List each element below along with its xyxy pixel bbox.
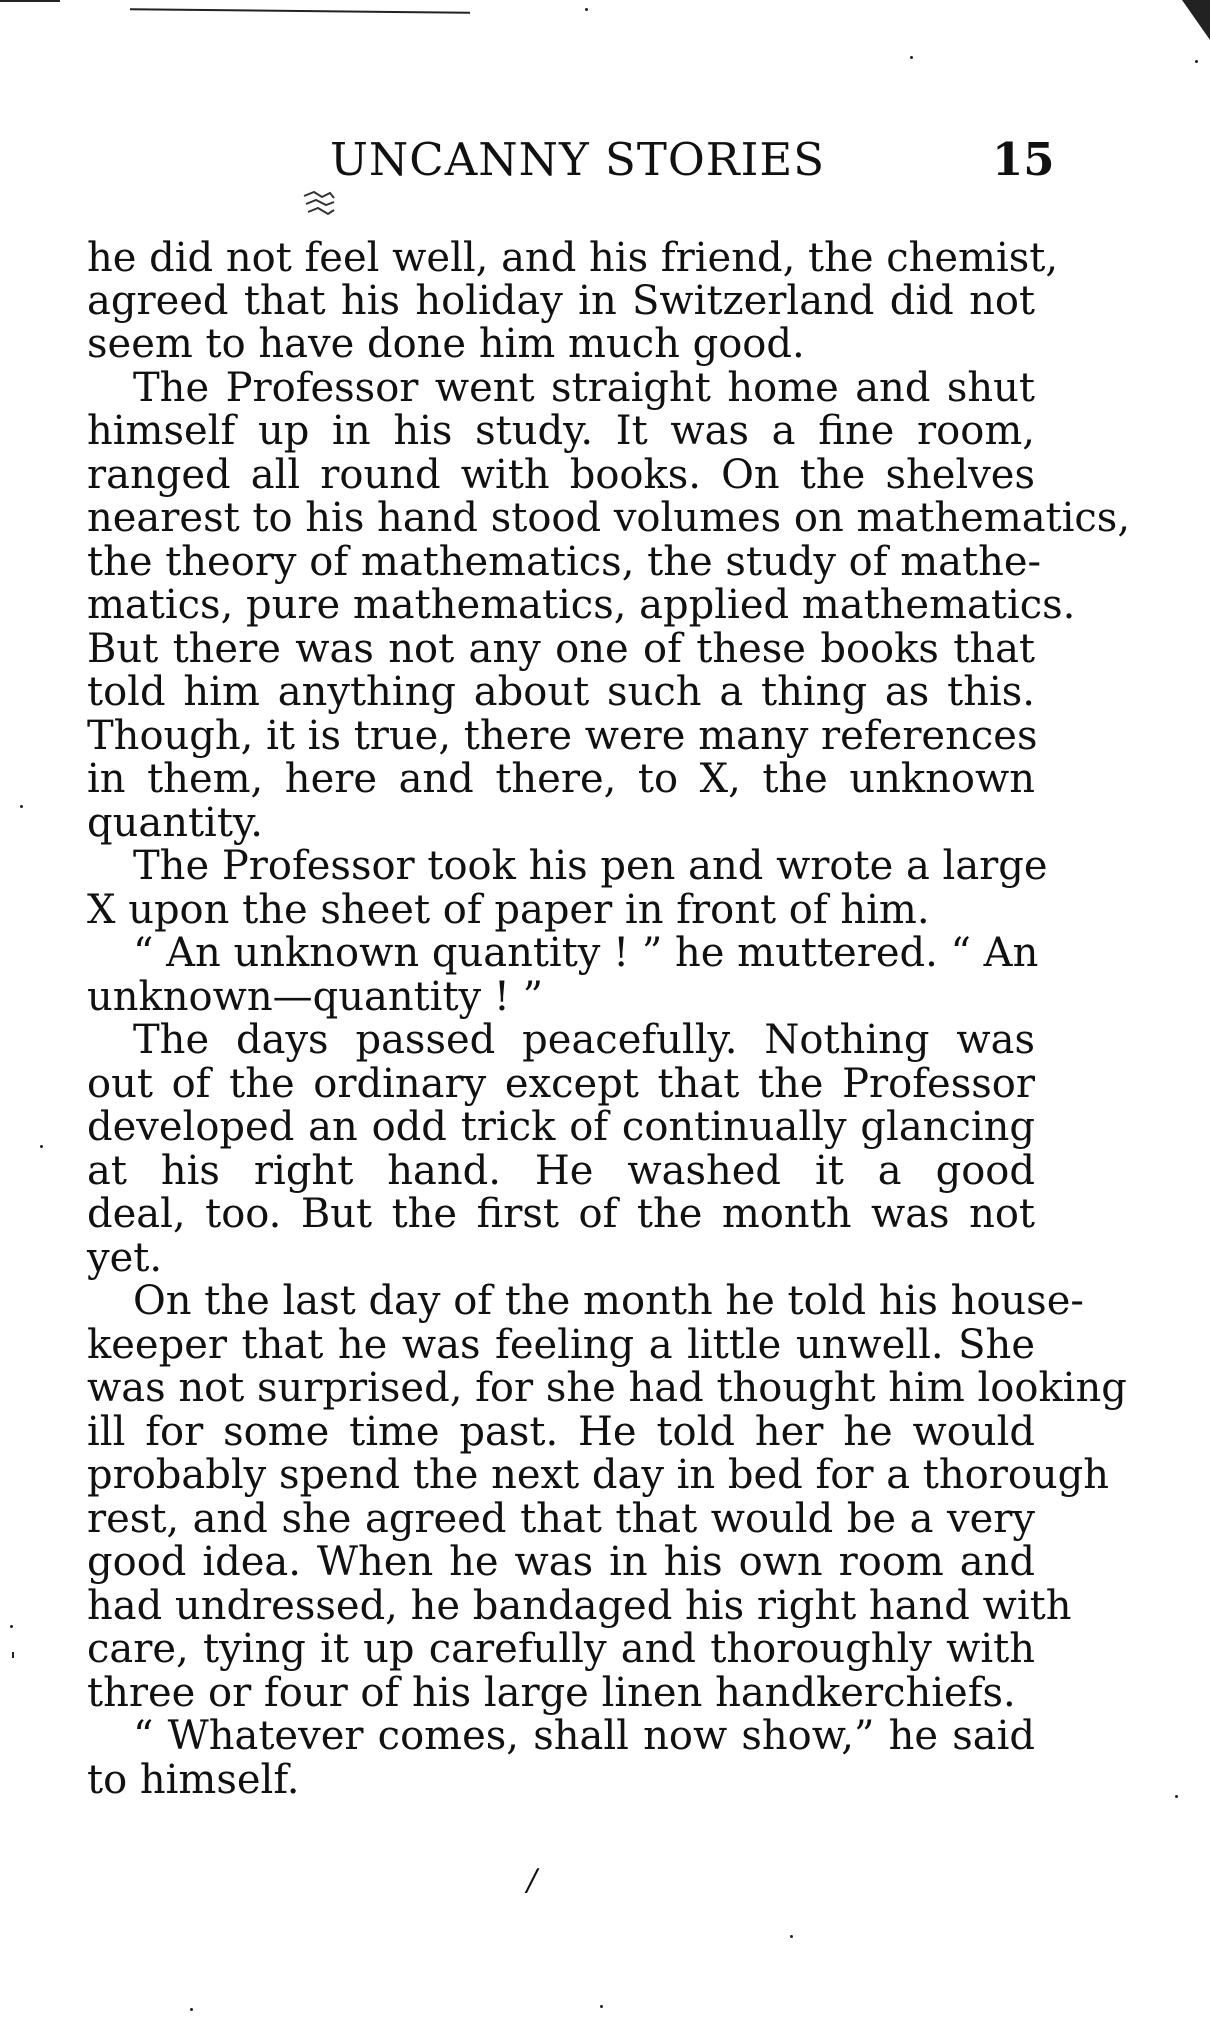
page-number: 15 (992, 133, 1055, 186)
scan-artifact-line (0, 0, 60, 2)
text-line: ranged all round with books. On the shelves (87, 452, 1035, 498)
text-line: matics, pure mathematics, applied mathematics. (87, 582, 1076, 628)
text-line: But there was not any one of these books that (87, 626, 1035, 672)
text-line: told him anything about such a thing as this. (87, 669, 1035, 715)
text-line: he did not feel well, and his friend, the chemist, (87, 235, 1059, 281)
footer-mark: / (527, 1863, 538, 1898)
text-line: seem to have done him much good. (87, 321, 805, 367)
text-line: X upon the sheet of paper in front of him. (87, 887, 930, 933)
text-line: The days passed peacefully. Nothing was (133, 1017, 1035, 1063)
text-line: “ Whatever comes, shall now show,” he said (133, 1713, 1035, 1759)
text-line: nearest to his hand stood volumes on mathematics, (87, 495, 1131, 541)
text-line: had undressed, he bandaged his right hand with (87, 1583, 1072, 1629)
text-line: out of the ordinary except that the Professor (87, 1061, 1035, 1107)
text-line: deal, too. But the first of the month was not (87, 1191, 1035, 1237)
running-title: UNCANNY STORIES (330, 133, 826, 186)
text-line: Though, it is true, there were many references (87, 713, 1038, 759)
text-line: good idea. When he was in his own room and (87, 1539, 1035, 1585)
text-line: agreed that his holiday in Switzerland did not (87, 278, 1035, 324)
text-line: developed an odd trick of continually glancing (87, 1104, 1035, 1150)
scan-speck (10, 1625, 13, 1628)
scan-speck (12, 1652, 14, 1658)
scan-speck (1175, 1795, 1178, 1798)
text-line: himself up in his study. It was a fine room, (87, 408, 1035, 454)
scan-speck (20, 805, 23, 808)
scan-speck (585, 8, 588, 11)
text-line: in them, here and there, to X, the unknown (87, 756, 1035, 802)
text-line: ill for some time past. He told her he would (87, 1409, 1035, 1455)
text-line: “ An unknown quantity ! ” he muttered. “ An (133, 930, 1039, 976)
text-line: keeper that he was feeling a little unwell. She (87, 1322, 1035, 1368)
text-line: The Professor went straight home and shut (133, 365, 1035, 411)
ornament-icon (300, 190, 338, 220)
text-line: On the last day of the month he told his house- (133, 1278, 1084, 1324)
text-line: quantity. (87, 800, 263, 846)
scan-speck (40, 1145, 43, 1148)
scan-speck (600, 2005, 603, 2008)
text-line: at his right hand. He washed it a good (87, 1148, 1035, 1194)
scan-speck (790, 1935, 793, 1938)
text-line: care, tying it up carefully and thoroughly with (87, 1626, 1035, 1672)
text-line: unknown—quantity ! ” (87, 974, 544, 1020)
text-line: probably spend the next day in bed for a thorough (87, 1452, 1110, 1498)
scan-speck (910, 56, 913, 59)
text-line: three or four of his large linen handkerchiefs. (87, 1670, 1016, 1716)
scan-artifact-line (130, 8, 470, 14)
text-line: the theory of mathematics, the study of mathe- (87, 539, 1042, 585)
scan-speck (1195, 60, 1198, 63)
text-line: yet. (87, 1235, 163, 1281)
text-line: to himself. (87, 1757, 300, 1803)
scan-speck (190, 2008, 193, 2011)
text-line: was not surprised, for she had thought him looking (87, 1365, 1127, 1411)
scan-artifact-corner (1182, 0, 1210, 40)
text-line: The Professor took his pen and wrote a large (133, 843, 1048, 889)
text-line: rest, and she agreed that that would be a very (87, 1496, 1035, 1542)
